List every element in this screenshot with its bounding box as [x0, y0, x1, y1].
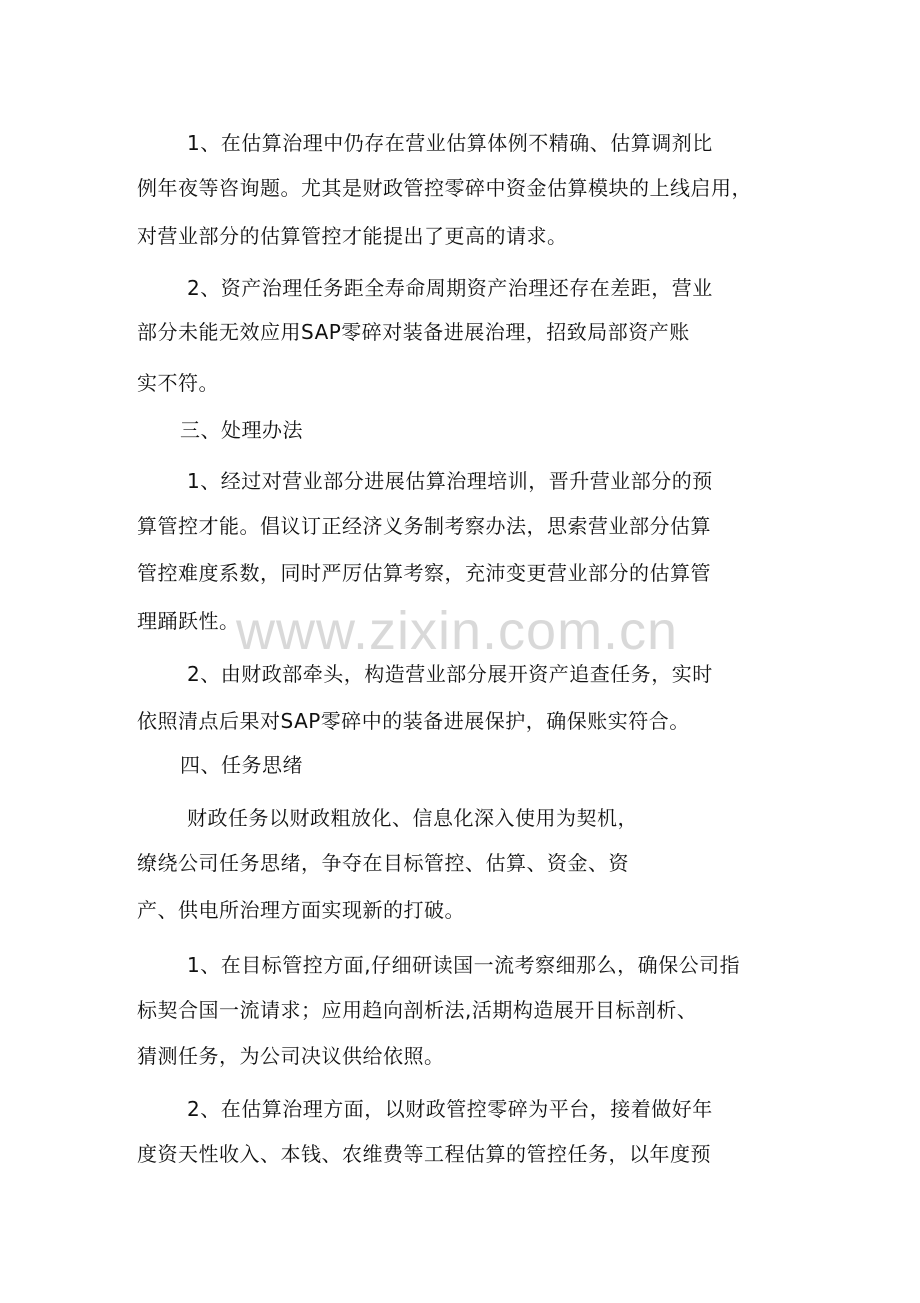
paragraph-line: 部分未能无效应用SAP零碎对装备进展治理，招致局部资产账: [137, 320, 690, 344]
paragraph-line: 算管控才能。倡议订正经济义务制考察办法，思索营业部分估算: [137, 514, 711, 538]
paragraph-line: 理踊跃性。: [137, 609, 240, 633]
watermark: www.zixin.com.cn: [236, 601, 679, 661]
paragraph-line: 标契合国一流请求；应用趋向剖析法,活期构造展开目标剖析、: [137, 998, 698, 1022]
paragraph-line: 财政任务以财政粗放化、信息化深入使用为契机，: [187, 806, 638, 830]
paragraph-line: 例年夜等咨询题。尤其是财政管控零碎中资金估算模块的上线启用，: [137, 176, 752, 200]
paragraph-line: 度资天性收入、本钱、农维费等工程估算的管控任务，以年度预: [137, 1142, 711, 1166]
paragraph-line: 1、在估算治理中仍存在营业估算体例不精确、估算调剂比: [187, 131, 713, 155]
paragraph-line: 缭绕公司任务思绪，争夺在目标管控、估算、资金、资: [137, 851, 629, 875]
paragraph-line: 2、在估算治理方面，以财政管控零碎为平台，接着做好年: [187, 1097, 713, 1121]
paragraph-line: 2、资产治理任务距全寿命周期资产治理还存在差距，营业: [187, 276, 713, 300]
paragraph-line: 实不符。: [137, 371, 219, 395]
section-heading: 三、处理办法: [180, 418, 303, 442]
paragraph-line: 产、供电所治理方面实现新的打破。: [137, 898, 465, 922]
paragraph-line: 1、经过对营业部分进展估算治理培训，晋升营业部分的预: [187, 469, 713, 493]
paragraph-line: 2、由财政部牵头，构造营业部分展开资产追查任务，实时: [187, 662, 713, 686]
paragraph-line: 对营业部分的估算管控才能提出了更高的请求。: [137, 224, 568, 248]
paragraph-line: 管控难度系数，同时严厉估算考察，充沛变更营业部分的估算管: [137, 561, 711, 585]
paragraph-line: 1、在目标管控方面,仔细研读国一流考察细那么，确保公司指: [187, 953, 741, 977]
section-heading: 四、任务思绪: [180, 753, 303, 777]
paragraph-line: 猜测任务，为公司决议供给依照。: [137, 1044, 445, 1068]
paragraph-line: 依照清点后果对SAP零碎中的装备进展保护，确保账实符合。: [137, 709, 690, 733]
